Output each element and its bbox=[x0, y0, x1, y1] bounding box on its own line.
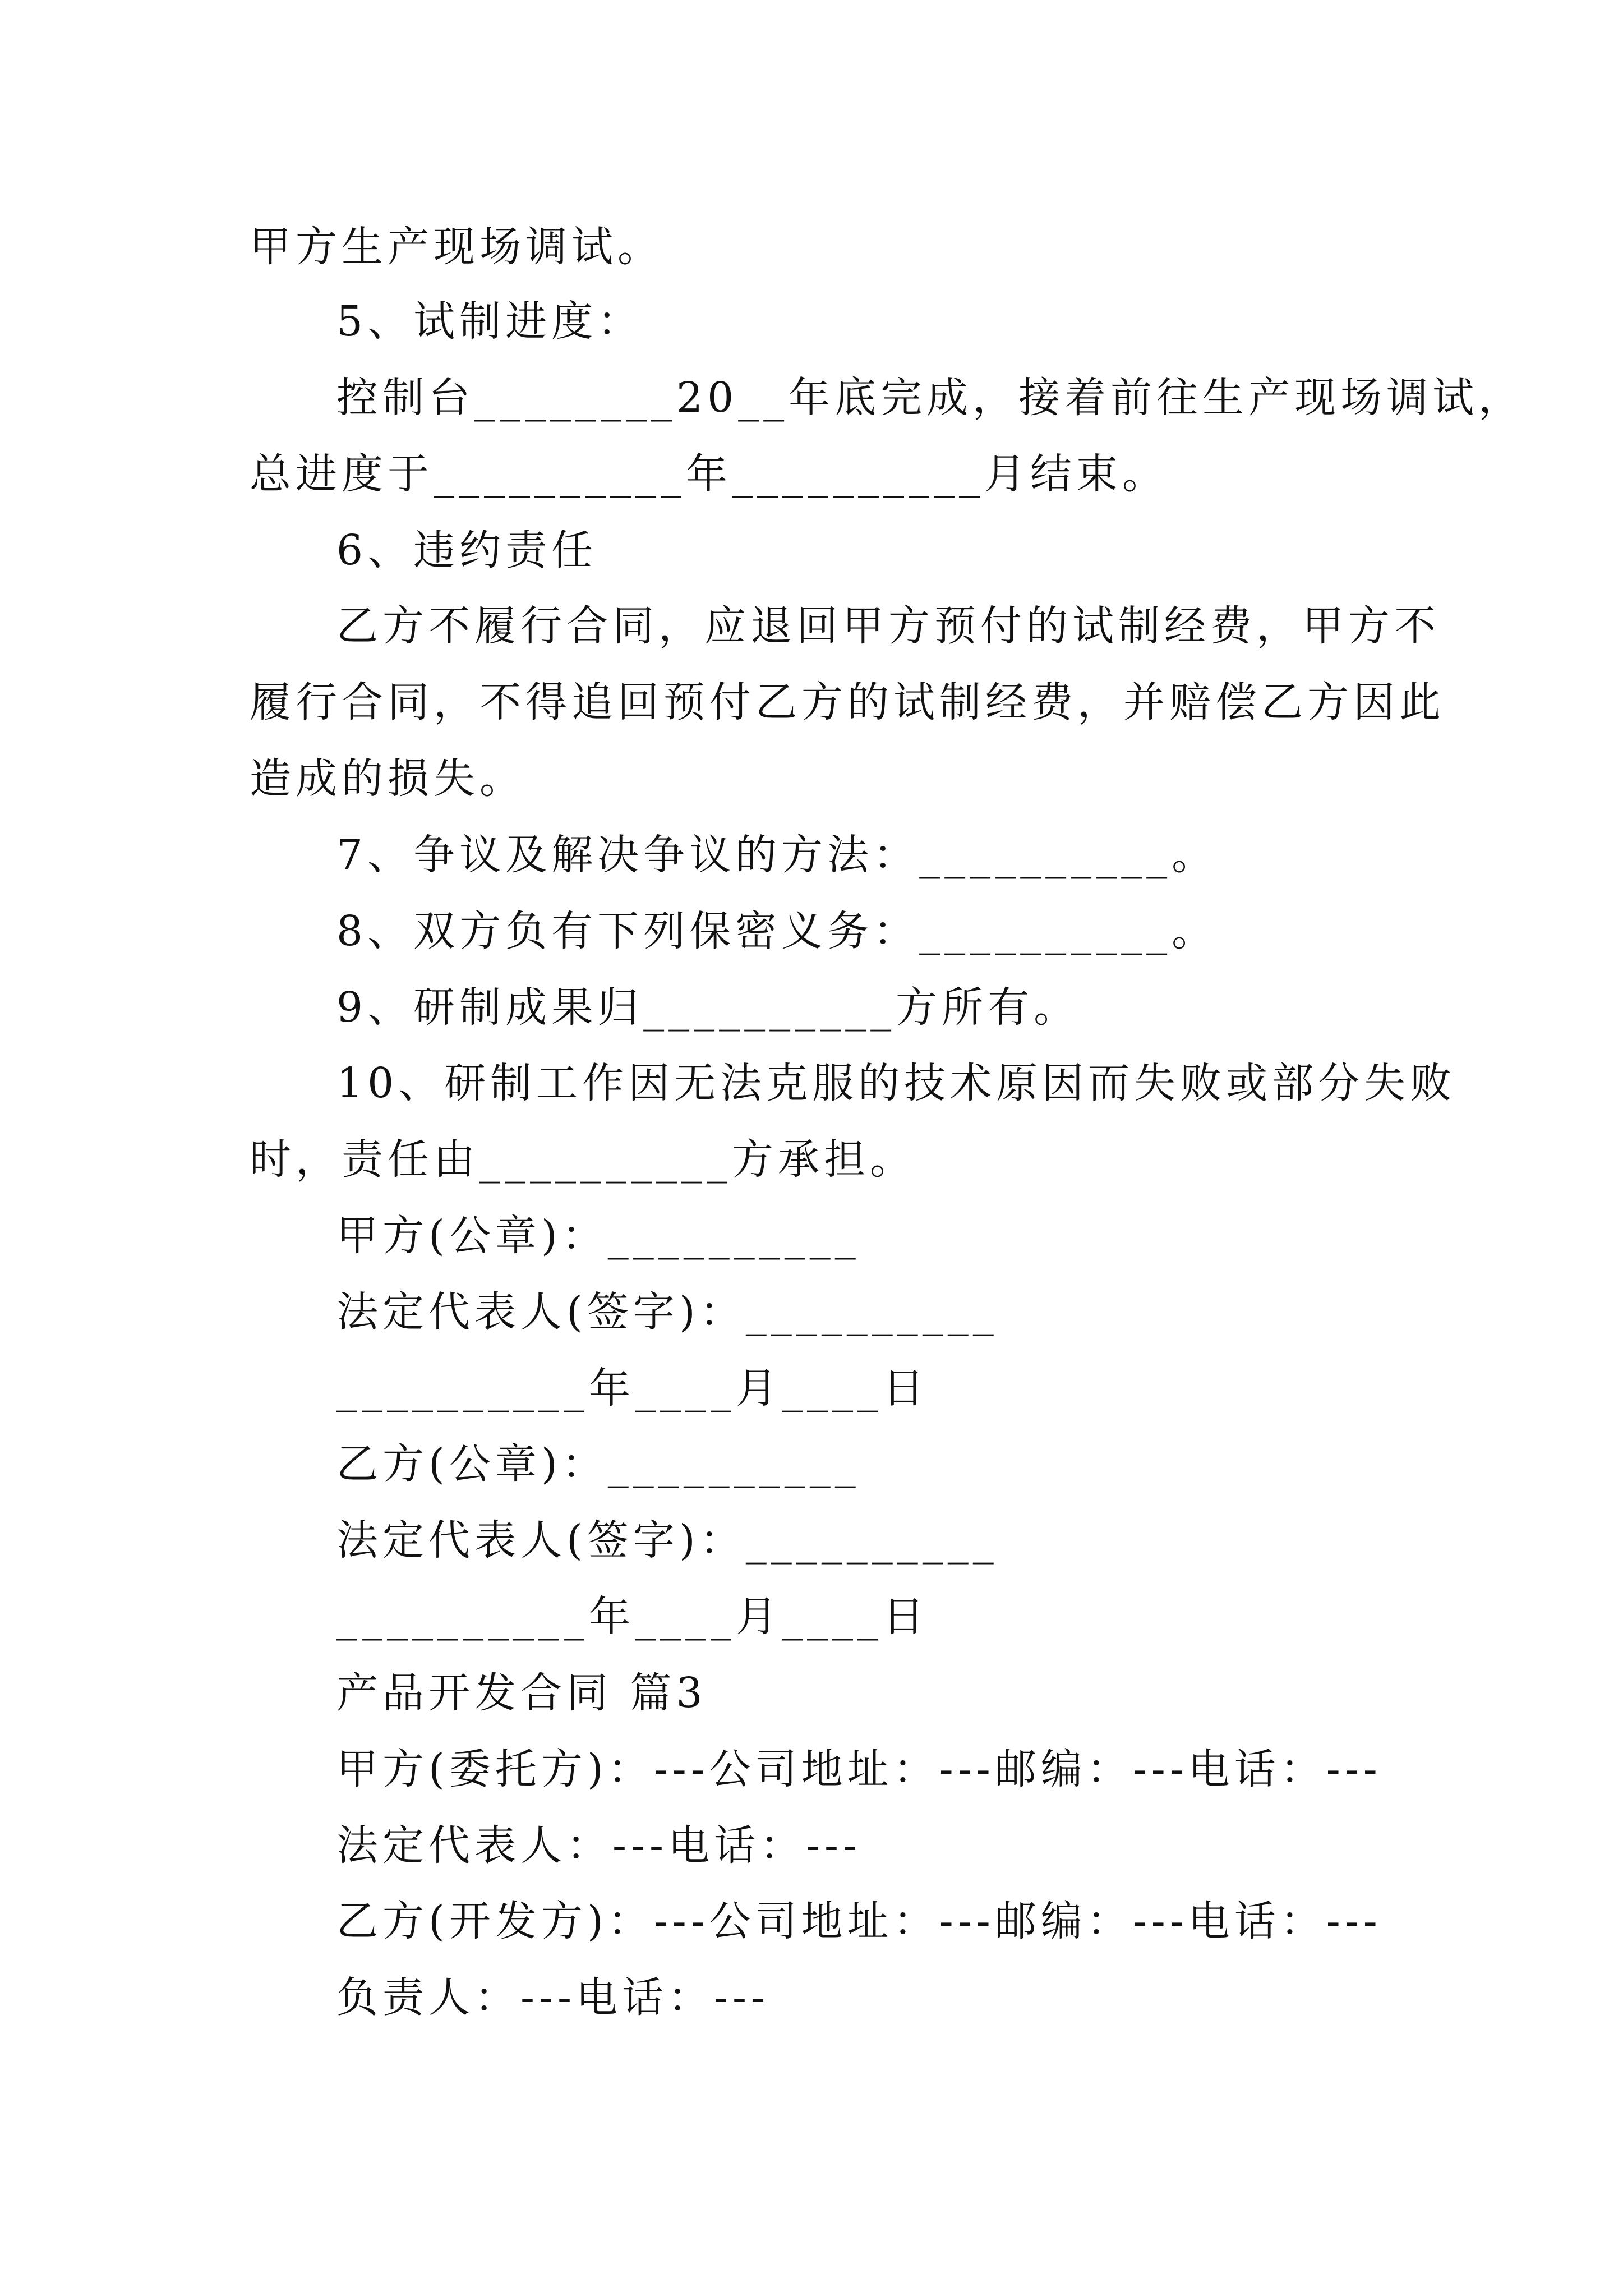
text-line: 造成的损失。 bbox=[250, 754, 525, 803]
signature-field: 乙方(公章)：__________ bbox=[336, 1440, 860, 1488]
section-heading: 6、违约责任 bbox=[336, 526, 598, 574]
text-line: 7、争议及解决争议的方法：__________。 bbox=[336, 831, 1218, 879]
party-info: 乙方(开发方)：---公司地址：---邮编：---电话：--- bbox=[336, 1897, 1382, 1945]
text-line: 甲方生产现场调试。 bbox=[250, 223, 663, 271]
date-field: __________年____月____日 bbox=[336, 1364, 929, 1412]
text-line: 履行合同，不得追回预付乙方的试制经费，并赔偿乙方因此 bbox=[250, 678, 1445, 726]
signature-field: 甲方(公章)：__________ bbox=[336, 1212, 860, 1260]
signature-field: 法定代表人(签字)：__________ bbox=[336, 1288, 998, 1336]
text-line: 乙方不履行合同，应退回甲方预付的试制经费，甲方不 bbox=[336, 602, 1440, 650]
text-line: 时，责任由__________方承担。 bbox=[250, 1135, 916, 1184]
party-info: 甲方(委托方)：---公司地址：---邮编：---电话：--- bbox=[336, 1745, 1382, 1793]
text-line: 9、研制成果归__________方所有。 bbox=[336, 983, 1080, 1032]
text-line: 8、双方负有下列保密义务：__________。 bbox=[336, 907, 1218, 955]
text-line: 10、研制工作因无法克服的技术原因而失败或部分失败 bbox=[336, 1059, 1456, 1107]
text-line: 总进度于__________年__________月结束。 bbox=[250, 450, 1168, 498]
text-line: 控制台________20__年底完成，接着前往生产现场调试， bbox=[336, 374, 1525, 422]
document-title: 产品开发合同 篇3 bbox=[336, 1669, 707, 1717]
section-heading: 5、试制进度： bbox=[336, 297, 644, 346]
party-info: 负责人：---电话：--- bbox=[336, 1973, 770, 2022]
party-info: 法定代表人：---电话：--- bbox=[336, 1821, 862, 1870]
signature-field: 法定代表人(签字)：__________ bbox=[336, 1516, 998, 1565]
date-field: __________年____月____日 bbox=[336, 1593, 929, 1641]
